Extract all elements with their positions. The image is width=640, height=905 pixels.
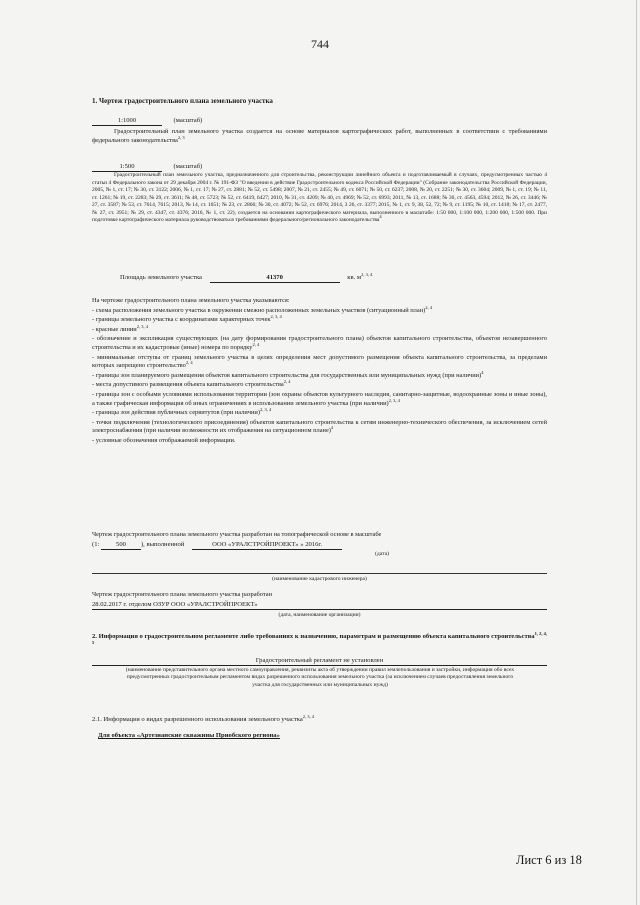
section-2-sup: 1, 2, 4, 5 [92,630,548,645]
indicated-item-sup: 2, 4 [425,304,432,310]
indicated-list [92,297,547,446]
indicated-item-sup: 2, 4 [252,341,260,347]
indicated-item [92,409,547,418]
developed-caption: (дата, наименование организации) [278,612,361,618]
indicated-item [92,354,547,371]
topo-date-caption: (дата) [375,551,389,557]
indicated-item-text: - границы земельного участка с координатами характерных точек [92,316,271,324]
indicated-item [92,323,547,335]
area-row [120,271,373,283]
indicated-item-sup: 2, 3, 4 [259,407,272,412]
developed-row [92,601,547,610]
indicated-intro: На чертеже градостроительного плана земельного участка указываются: [92,297,290,304]
area-sup: 2, 3, 4 [361,271,373,277]
scale-1-value: 1:1000 [92,117,162,126]
section-1-heading: 1. Чертеж градостроительного плана земельного участка [92,97,273,105]
topo-scale-value: 500 [101,541,141,550]
scale-1-label: (масштаб) [173,117,203,124]
indicated-item-text: - границы зон с особыми условиями использования территории (зон охраны объектов культурного наследия, санитарно-защитные, водоохранные зоны и иные зоны), а также графическая информация об иных ограничениях в использовании земельного участка (при наличии) [92,390,547,407]
indicated-item-sup: 2, 4 [283,379,291,385]
indicated-item [92,369,547,381]
sheet-counter: Лист 6 из 18 [516,853,582,867]
engineer-caption: (наименование кадастрового инженера) [272,576,367,582]
section-2-1-sup: 2, 3, 4 [302,713,315,719]
page-number: 744 [311,37,329,51]
indicated-item-sup: 4 [481,369,484,375]
developed-value: 28.02.2017 г. отделом ОЗУР ООО «УРАЛСТРОЙПРОЕКТ» [92,601,547,610]
indicated-item-text: - обозначение и экспликация существующих (на дату формирования градостроительного плана) объектов капитального строительства, объектов незавершенного строительства и их кадастровые (иные) номера по порядку [92,335,547,351]
indicated-item-sup: 2, 3, 4 [136,323,148,329]
scale-2-value: 1:500 [92,163,162,172]
indicated-item-sup: 4 [330,425,334,431]
topo-text-2: ), выполненной [140,541,185,548]
topo-row [92,541,342,550]
regulation-value: Градостроительный регламент не установлен [92,657,547,666]
scale-1-text-body: Градостроительный план земельного участка создается на основе материалов картографических работ, выполненных в соответствии с требованиями федерального законодательства [92,128,547,144]
indicated-item-text: - места допустимого размещения объекта капитального строительства [92,381,284,389]
section-2-1-text: 2.1. Информация о видах разрешенного использования земельного участка [92,716,303,723]
indicated-item-text: - минимальные отступы от границ земельного участка в целях определения мест допустимого размещения объекта капитального строительства, за пределами которых запрещено строительство [92,353,547,370]
scale-2-label: (масштаб) [173,163,203,170]
area-label: Площадь земельного участка [120,274,202,281]
indicated-item-sup: 2, 3, 4 [270,314,282,320]
indicated-item-text: - границы зон планируемого размещения объектов капитального строительства для государственных или муниципальных нужд (при наличии) [92,371,482,379]
indicated-item-text: - условные обозначения отображаемой информации. [92,436,236,444]
topo-text: Чертеж градостроительного плана земельного участка разработан на топографической основе в масштабе [92,531,382,538]
indicated-item-text: - схема расположения земельного участка в окружении смежно расположенных земельных участков (ситуационный план) [92,306,426,314]
scale-2-text-body: Градостроительный план земельного участка, предназначенного для строительства, реконструкции линейного объекта и подготавливаемый в случаях, предусмотренных частью 4 статьи 4 Федерального закона от 29 декабря 2004 г. № 191-ФЗ "О введении в действие Градостроительного кодекса Российской Федерации" (Собрание законодательства Российской Федерации, 2005, № 1, ст. 17; № 30, ст. 3122; 2006, № 1, ст. 17; № 27, ст. 2881; № 52, ст. 5498; 2007, № 21, ст. 2455; № 49, ст. 6071; № 50, ст. 6237; 2008, № 20, ст. 2251; № 30, ст. 3604; 2009, № 1, ст. 19; № 11, ст. 1261; № 19, ст. 2283; № 29, ст. 3611; № 48, ст. 5723; № 52, ст. 6419, 6427; 2010, № 31, ст. 4209; № 40, ст. 4969; № 52, ст. 6993; 2011, № 13, ст. 1688; № 30, ст. 4563, 4594; 2012, № 26, ст. 3446; № 27, ст. 3587; № 53, ст. 7614, 7615; 2013, № 14, ст. 1651; № 23, ст. 2866; № 30, ст. 4072; № 52, ст. 6976; 2014, 3 26, ст. 3377; 2015, № 1, ст. 9, 38, 52, 72; № 9, ст. 1195; № 10, ст. 1418; № 17, ст. 2477, № 27, ст. 3951; № 29, ст. 4347, ст. 4376; 2016, № 1, ст. 22), создается на основании картографического материала, выполненного в масштабе: 1:50 000, 1:100 000, 1:200 000, 1:500 000. При подготовке картографического материала руководствоваться требованиями федерального/регионального законодательства [92,172,547,223]
indicated-item-sup: 2, 4 [185,360,193,366]
topo-scale-prefix: (1: [92,541,100,548]
scan-edge [636,0,637,905]
section-2-heading [92,632,547,650]
scale-2-text [92,172,547,225]
topo-org: ООО «УРАЛСТРОЙПРОЕКТ» » 2016г. [192,541,342,550]
area-value: 41370 [210,274,340,283]
section-2-1-heading [92,713,315,724]
indicated-item-text: - точки подключения (технологического присоединения) объектов капитального строительства к сетям инженерно-технического обеспечения, за исключением сетей электроснабжения (при наличии возможности их отображения на ситуационном плане) [92,418,547,435]
indicated-item-text: - границы зон действия публичных сервитутов (при наличии) [92,409,260,417]
scale-2-row [92,163,202,172]
area-unit: кв. м [347,274,362,281]
indicated-item [92,316,547,325]
regulation-caption: (наименование представительного органа местного самоуправления, реквизиты акта об утверждении правил землепользования и застройки, информация обо всех предусмотренных градостроительным регламентом видах разрешенного использования земельного участка (за исключением случаев предоставления земельного участка для государственных или муниципальных нужд) [125,667,515,688]
indicated-item [92,437,547,446]
scale-2-sup: 4 [379,214,382,220]
indicated-item [92,304,547,316]
developed-text: Чертеж градостроительного плана земельного участка разработан [92,591,273,598]
indicated-item [92,391,547,408]
section-2-heading-text: 2. Информация о градостроительном регламенте либо требованиях к назначению, параметрам и размещению объекта капитального строительства [92,633,535,640]
scale-1-text [92,128,547,145]
engineer-line [92,573,547,574]
indicated-item [92,335,547,352]
indicated-item-sup: 2, 3, 4 [388,397,400,403]
scale-1-row [92,117,202,126]
indicated-item-text: - красные линии [92,325,137,333]
indicated-item [92,381,547,390]
scale-1-sup: 2, 3 [177,134,185,140]
object-name: Для объекта «Артезианские скважины Приобского региона» [98,732,280,739]
indicated-item [92,419,547,436]
indicated-items [92,304,547,446]
